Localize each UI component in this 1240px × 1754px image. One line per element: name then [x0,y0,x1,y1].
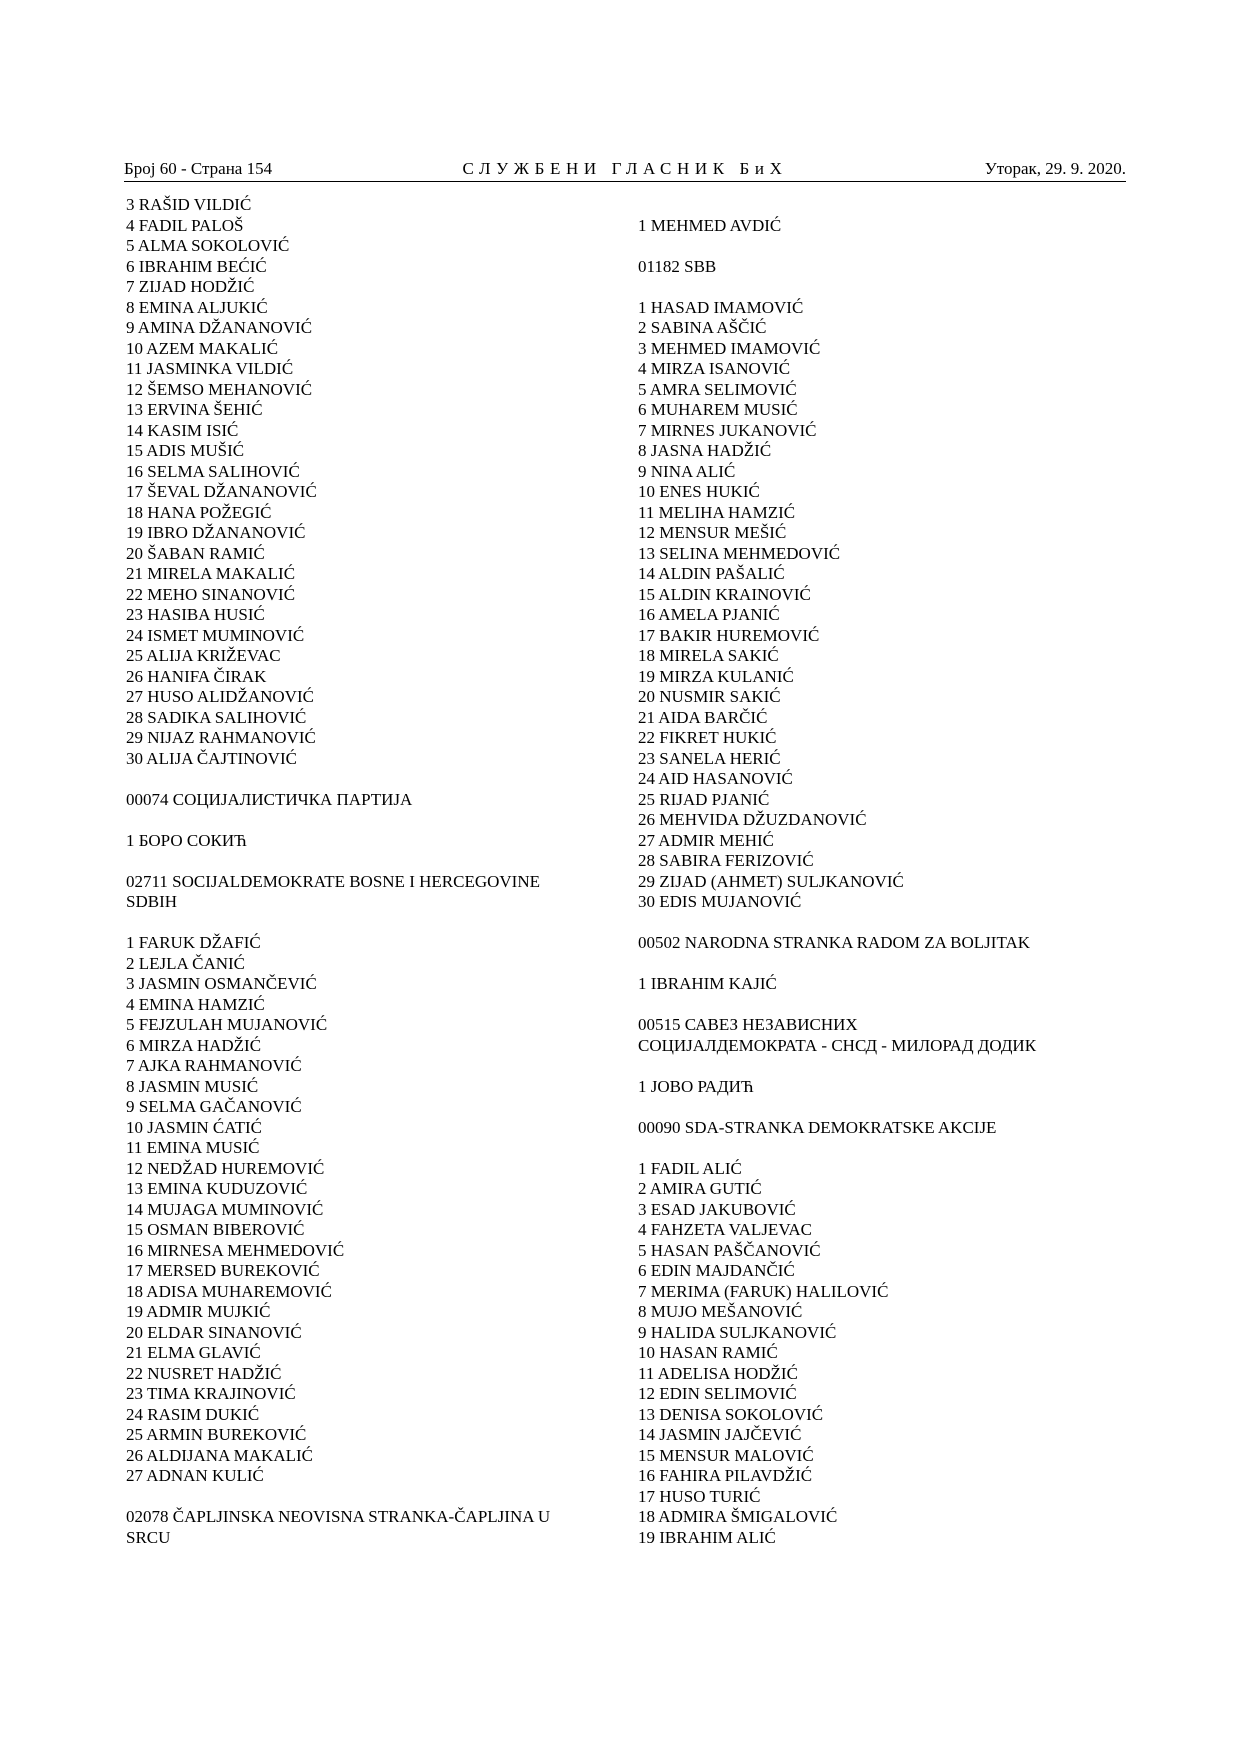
candidate-line: 9 HALIDA SULJKANOVIĆ [638,1322,837,1342]
candidate-line: 15 OSMAN BIBEROVIĆ [126,1220,305,1239]
candidate-line: 6 IBRAHIM BEĆIĆ [126,256,267,276]
page-header [124,159,1126,181]
candidate-line: 23 TIMA KRAJINOVIĆ [126,1384,296,1403]
candidate-line: 27 ADMIR MEHIĆ [638,830,775,850]
party-heading-line: СОЦИЈАЛДЕМОКРАТА - СНСД - МИЛОРАД ДОДИК [638,1035,1037,1055]
candidate-line: 1 БОРО СОКИЋ [126,830,247,850]
candidate-line: 15 ADIS MUŠIĆ [126,441,245,460]
candidate-line: 1 IBRAHIM KAJIĆ [638,974,777,993]
candidate-line: 16 SELMA SALIHOVIĆ [126,461,300,481]
spacer-line [638,1138,1128,1159]
candidate-line: 7 MERIMA (FARUK) HALILOVIĆ [638,1281,889,1301]
candidate-line: 16 AMELA PJANIĆ [638,605,780,624]
spacer-line [126,913,586,934]
candidate-line: 3 JASMIN OSMANČEVIĆ [126,974,317,993]
candidate-line: 8 JASMIN MUSIĆ [126,1076,259,1096]
candidate-line: 12 ŠEMSO MEHANOVIĆ [126,379,313,399]
candidate-line: 7 ZIJAD HODŽIĆ [126,277,255,296]
candidate-line: 9 SELMA GAČANOVIĆ [126,1097,302,1116]
candidate-line: 28 SABIRA FERIZOVIĆ [638,851,814,870]
party-heading-line: 01182 SBB [638,256,717,276]
party-heading-line: 00090 SDA-STRANKA DEMOKRATSKE AKCIJE [638,1117,997,1137]
candidate-line: 11 JASMINKA VILDIĆ [126,359,294,378]
candidate-line: 23 SANELA HERIĆ [638,748,781,768]
candidate-line: 10 AZEM MAKALIĆ [126,338,279,358]
candidate-line: 30 EDIS MUJANOVIĆ [638,892,802,911]
candidate-line: 26 MEHVIDA DŽUZDANOVIĆ [638,810,867,829]
candidate-line: 24 AID HASANOVIĆ [638,769,793,788]
candidate-line: 25 ALIJA KRIŽEVAC [126,646,281,665]
candidate-line: 12 NEDŽAD HUREMOVIĆ [126,1158,325,1178]
spacer-line [638,995,1128,1016]
party-heading-line: 00074 СОЦИЈАЛИСТИЧКА ПАРТИЈА [126,789,413,809]
candidate-line: 8 JASNA HADŽIĆ [638,441,772,460]
candidate-line: 20 NUSMIR SAKIĆ [638,687,781,706]
candidate-line: 21 MIRELA MAKALIĆ [126,564,296,583]
party-heading-line: 00502 NARODNA STRANKA RADOM ZA BOLJITAK [638,933,1031,952]
candidate-line: 14 ALDIN PAŠALIĆ [638,564,785,583]
party-heading-line: SDBIH [126,892,178,911]
candidate-line: 29 NIJAZ RAHMANOVIĆ [126,728,316,747]
spacer-line [638,236,1128,257]
spacer-line [638,954,1128,975]
candidate-line: 22 MEHO SINANOVIĆ [126,584,296,604]
candidate-line: 28 SADIKA SALIHOVIĆ [126,707,307,727]
candidate-line: 3 ESAD JAKUBOVIĆ [638,1199,796,1219]
candidate-line: 7 AJKA RAHMANOVIĆ [126,1056,302,1075]
candidate-line: 16 FAHIRA PILAVDŽIĆ [638,1466,813,1485]
right-column [638,195,1128,1548]
candidate-line: 22 FIKRET HUKIĆ [638,728,777,747]
candidate-line: 1 JОВО РАДИЋ [638,1076,754,1096]
candidate-line: 17 BAKIR HUREMOVIĆ [638,625,820,645]
candidate-line: 9 NINA ALIĆ [638,461,736,481]
candidate-line: 18 HANA POŽEGIĆ [126,502,272,522]
party-heading-line: 02711 SOCIJALDEMOKRATE BOSNE I HERCEGOVINE [126,871,540,891]
spacer-line [638,1056,1128,1077]
candidate-line: 15 ALDIN KRAINOVIĆ [638,584,811,604]
candidate-line: 13 ERVINA ŠEHIĆ [126,400,263,419]
candidate-line: 19 IBRO DŽANANOVIĆ [126,523,306,542]
candidate-line: 15 MENSUR MALOVIĆ [638,1445,814,1465]
candidate-line: 13 SELINA MEHMEDOVIĆ [638,543,841,563]
candidate-line: 17 ŠEVAL DŽANANOVIĆ [126,482,317,501]
spacer-line [638,913,1128,934]
candidate-line: 22 NUSRET HADŽIĆ [126,1363,282,1383]
candidate-line: 4 MIRZA ISANOVIĆ [638,359,791,378]
candidate-line: 5 FEJZULAH MUJANOVIĆ [126,1015,328,1034]
candidate-line: 13 DENISA SOKOLOVIĆ [638,1404,824,1424]
candidate-line: 5 ALMA SOKOLOVIĆ [126,236,290,255]
candidate-line: 21 AIDA BARČIĆ [638,707,768,727]
spacer-line [638,277,1128,298]
candidate-line: 11 EMINA MUSIĆ [126,1138,260,1157]
candidate-line: 12 MENSUR MEŠIĆ [638,523,787,542]
candidate-line: 14 KASIM ISIĆ [126,420,239,440]
spacer-line [638,195,1128,216]
header-divider [124,181,1126,182]
candidate-line: 30 ALIJA ČAJTINOVIĆ [126,748,297,768]
candidate-line: 3 MEHMED IMAMOVIĆ [638,338,821,358]
candidate-line: 21 ELMA GLAVIĆ [126,1343,261,1362]
spacer-line [126,810,586,831]
candidate-line: 6 EDIN MAJDANČIĆ [638,1261,795,1280]
candidate-line: 18 ADMIRA ŠMIGALOVIĆ [638,1507,838,1526]
party-heading-line: SRCU [126,1527,171,1547]
candidate-line: 7 MIRNES JUKANOVIĆ [638,420,817,440]
candidate-line: 26 ALDIJANA MAKALIĆ [126,1445,313,1465]
gazette-title: СЛУЖБЕНИ ГЛАСНИК БиХ [462,159,788,178]
candidate-line: 20 ŠABAN RAMIĆ [126,543,265,563]
left-column [126,195,586,1548]
candidate-line: 3 RAŠID VILDIĆ [126,195,252,214]
candidate-line: 17 HUSO TURIĆ [638,1486,761,1506]
party-heading-line: 02078 ČAPLJINSKA NEOVISNA STRANKA-ČAPLJINA U [126,1507,551,1526]
candidate-line: 2 AMIRA GUTIĆ [638,1179,762,1198]
candidate-line: 27 HUSO ALIDŽANOVIĆ [126,687,314,706]
candidate-line: 1 HASAD IMAMOVIĆ [638,297,804,317]
candidate-line: 25 ARMIN BUREKOVIĆ [126,1425,307,1444]
candidate-line: 23 HASIBA HUSIĆ [126,605,265,624]
candidate-line: 5 HASAN PAŠČANOVIĆ [638,1240,821,1260]
candidate-line: 14 MUJAGA MUMINOVIĆ [126,1199,324,1219]
candidate-line: 18 MIRELA SAKIĆ [638,646,779,665]
candidate-line: 8 MUJO MEŠANOVIĆ [638,1302,803,1321]
candidate-line: 14 JASMIN JAJČEVIĆ [638,1425,802,1444]
spacer-line [126,851,586,872]
candidate-line: 4 FADIL PALOŠ [126,215,244,235]
candidate-line: 10 HASAN RAMIĆ [638,1343,778,1362]
candidate-line: 12 EDIN SELIMOVIĆ [638,1384,797,1403]
candidate-line: 1 FADIL ALIĆ [638,1158,742,1178]
candidate-line: 10 JASMIN ĆATIĆ [126,1117,263,1137]
candidate-line: 17 MERSED BUREKOVIĆ [126,1261,320,1280]
issue-date: Уторак, 29. 9. 2020. [984,159,1126,178]
candidate-line: 11 MELIHA HAMZIĆ [638,502,796,522]
candidate-line: 29 ZIJAD (AHMET) SULJKANOVIĆ [638,871,904,891]
candidate-line: 20 ELDAR SINANOVIĆ [126,1322,302,1342]
candidate-line: 6 MUHAREM MUSIĆ [638,400,798,419]
candidate-line: 16 MIRNESA MEHMEDOVIĆ [126,1240,345,1260]
candidate-line: 27 ADNAN KULIĆ [126,1466,264,1485]
candidate-line: 6 MIRZA HADŽIĆ [126,1035,262,1055]
spacer-line [638,1097,1128,1118]
party-heading-line: 00515 САВЕЗ НЕЗАВИСНИХ [638,1015,858,1034]
issue-page-number: Број 60 - Страна 154 [124,159,273,178]
candidate-line: 9 AMINA DŽANANOVIĆ [126,318,313,337]
candidate-line: 10 ENES HUKIĆ [638,482,760,501]
candidate-line: 19 MIRZA KULANIĆ [638,666,794,686]
candidate-line: 1 FARUK DŽAFIĆ [126,933,261,952]
candidate-line: 11 ADELISA HODŽIĆ [638,1363,798,1383]
candidate-line: 19 IBRAHIM ALIĆ [638,1527,776,1547]
candidate-line: 2 LEJLA ČANIĆ [126,953,245,973]
candidate-line: 4 FAHZETA VALJEVAC [638,1220,813,1239]
candidate-line: 5 AMRA SELIMOVIĆ [638,379,797,399]
candidate-line: 24 RASIM DUKIĆ [126,1404,260,1424]
spacer-line [126,1487,586,1508]
candidate-line: 13 EMINA KUDUZOVIĆ [126,1179,308,1198]
candidate-line: 25 RIJAD PJANIĆ [638,789,770,809]
candidate-line: 4 EMINA HAMZIĆ [126,994,265,1014]
candidate-line: 24 ISMET MUMINOVIĆ [126,625,305,645]
candidate-line: 19 ADMIR MUJKIĆ [126,1302,271,1321]
spacer-line [126,769,586,790]
candidate-line: 8 EMINA ALJUKIĆ [126,297,268,317]
candidate-line: 18 ADISA MUHAREMOVIĆ [126,1281,332,1301]
candidate-line: 1 MEHMED AVDIĆ [638,215,782,235]
candidate-line: 26 HANIFA ČIRAK [126,666,267,686]
candidate-line: 2 SABINA AŠČIĆ [638,318,767,337]
